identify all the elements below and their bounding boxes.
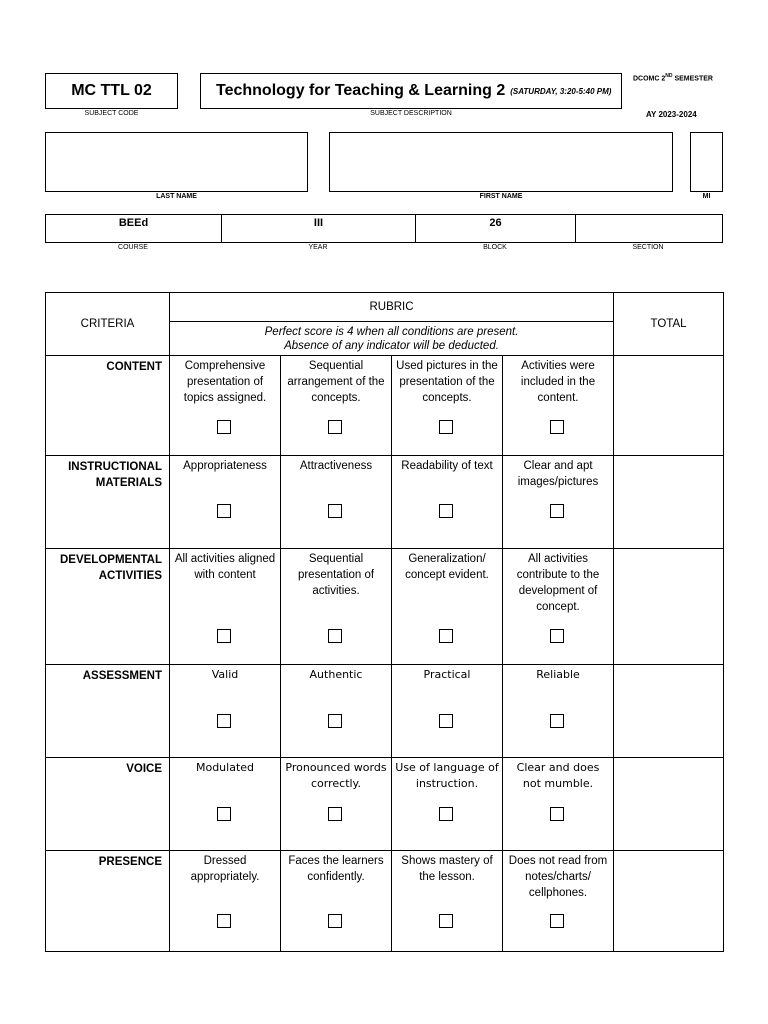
indicator-text: Reliable: [536, 668, 580, 681]
indicator-checkbox[interactable]: [217, 504, 231, 518]
indicator-text: Appropriateness: [183, 460, 267, 472]
indicator-text: Modulated: [195, 761, 255, 774]
rubric-row: [46, 356, 724, 456]
indicator-cell: [392, 758, 503, 851]
academic-year: AY 2023-2024: [646, 110, 697, 119]
rubric-row: [46, 665, 724, 758]
subject-code-label: SUBJECT CODE: [84, 110, 139, 117]
rubric-row: [46, 758, 724, 851]
indicator-cell: [170, 356, 281, 456]
indicator-cell: [503, 665, 614, 758]
scoring-note-line1: Perfect score is 4 when all conditions are present.: [264, 325, 519, 338]
middle-initial-label: MI: [702, 193, 711, 200]
indicator-cell: [392, 665, 503, 758]
course-field[interactable]: BEEd: [46, 215, 222, 242]
indicator-text: Generalization/ concept evident.: [405, 553, 489, 581]
last-name-label: LAST NAME: [156, 193, 197, 200]
indicator-checkbox[interactable]: [439, 807, 453, 821]
block-label: BLOCK: [483, 244, 507, 251]
rubric-header: RUBRIC: [170, 293, 614, 322]
indicator-checkbox[interactable]: [328, 807, 342, 821]
indicator-cell: [503, 356, 614, 456]
indicator-text: Readability of text: [401, 460, 493, 472]
indicator-cell: [281, 549, 392, 665]
middle-initial-field[interactable]: [690, 132, 723, 192]
indicator-checkbox[interactable]: [439, 504, 453, 518]
indicator-checkbox[interactable]: [328, 420, 342, 434]
indicator-text: Valid: [211, 668, 239, 681]
indicator-checkbox[interactable]: [550, 807, 564, 821]
criterion-name: VOICE: [46, 758, 170, 851]
criterion-name: CONTENT: [46, 356, 170, 456]
indicator-text: Sequential arrangement of the concepts.: [287, 360, 385, 404]
indicator-text: Comprehensive presentation of topics assigned.: [183, 360, 267, 404]
enrollment-info-row: [45, 214, 723, 243]
section-field[interactable]: [576, 215, 722, 242]
total-cell[interactable]: [614, 665, 724, 758]
total-header: TOTAL: [614, 293, 724, 356]
subject-description-label: SUBJECT DESCRIPTION: [370, 110, 452, 117]
criterion-name: ASSESSMENT: [46, 665, 170, 758]
indicator-text: Use of language of instruction.: [395, 761, 499, 790]
first-name-label: FIRST NAME: [479, 193, 523, 200]
indicator-cell: [392, 456, 503, 549]
year-label: YEAR: [308, 244, 328, 251]
indicator-text: Authentic: [309, 668, 363, 681]
indicator-checkbox[interactable]: [217, 714, 231, 728]
semester-label: DCOMC 2ND SEMESTER: [633, 73, 713, 83]
indicator-cell: [281, 851, 392, 952]
indicator-text: Practical: [423, 668, 471, 681]
criterion-name: INSTRUCTIONAL MATERIALS: [46, 456, 170, 549]
indicator-checkbox[interactable]: [550, 504, 564, 518]
indicator-checkbox[interactable]: [439, 914, 453, 928]
indicator-checkbox[interactable]: [439, 629, 453, 643]
criterion-name: PRESENCE: [46, 851, 170, 952]
indicator-cell: [170, 665, 281, 758]
indicator-checkbox[interactable]: [439, 420, 453, 434]
indicator-text: Sequential presentation of activities.: [297, 553, 375, 597]
indicator-cell: [503, 456, 614, 549]
indicator-checkbox[interactable]: [328, 504, 342, 518]
indicator-text: Activities were included in the content.: [520, 360, 596, 404]
total-cell[interactable]: [614, 356, 724, 456]
indicator-text: All activities aligned with content: [174, 553, 276, 581]
rubric-row: [46, 851, 724, 952]
indicator-text: Does not read from notes/charts/ cellphones.: [508, 855, 608, 899]
criteria-header: CRITERIA: [46, 293, 170, 356]
indicator-text: Used pictures in the presentation of the concepts.: [396, 360, 498, 404]
indicator-cell: [503, 549, 614, 665]
total-cell[interactable]: [614, 851, 724, 952]
scoring-note-line2: Absence of any indicator will be deducted.: [284, 339, 499, 352]
indicator-text: Dressed appropriately.: [190, 855, 260, 883]
indicator-text: Clear and apt images/pictures: [517, 460, 599, 488]
rubric-row: [46, 549, 724, 665]
indicator-cell: [503, 758, 614, 851]
year-field[interactable]: III: [222, 215, 416, 242]
indicator-text: Attractiveness: [299, 460, 373, 472]
total-cell[interactable]: [614, 549, 724, 665]
first-name-field[interactable]: [329, 132, 673, 192]
indicator-checkbox[interactable]: [217, 807, 231, 821]
indicator-checkbox[interactable]: [550, 714, 564, 728]
indicator-cell: [392, 851, 503, 952]
indicator-cell: [281, 356, 392, 456]
indicator-checkbox[interactable]: [439, 714, 453, 728]
indicator-cell: [281, 456, 392, 549]
indicator-checkbox[interactable]: [328, 714, 342, 728]
indicator-cell: [281, 758, 392, 851]
subject-title: Technology for Teaching & Learning 2: [216, 82, 506, 99]
indicator-checkbox[interactable]: [217, 420, 231, 434]
indicator-checkbox[interactable]: [550, 629, 564, 643]
indicator-cell: [170, 851, 281, 952]
indicator-cell: [170, 456, 281, 549]
indicator-cell: [281, 665, 392, 758]
rubric-table: [45, 292, 724, 952]
criterion-name: DEVELOPMENTAL ACTIVITIES: [46, 549, 170, 665]
total-cell[interactable]: [614, 758, 724, 851]
indicator-cell: [392, 356, 503, 456]
indicator-cell: [392, 549, 503, 665]
rubric-row: [46, 456, 724, 549]
subject-code: MC TTL 02: [45, 73, 178, 109]
block-field[interactable]: 26: [416, 215, 576, 242]
indicator-checkbox[interactable]: [217, 914, 231, 928]
indicator-cell: [503, 851, 614, 952]
scoring-note: [170, 322, 614, 356]
indicator-checkbox[interactable]: [550, 420, 564, 434]
indicator-text: All activities contribute to the development of concept.: [516, 553, 600, 613]
total-cell[interactable]: [614, 456, 724, 549]
indicator-text: Clear and does not mumble.: [516, 761, 600, 790]
indicator-text: Shows mastery of the lesson.: [401, 855, 493, 883]
indicator-checkbox[interactable]: [550, 914, 564, 928]
indicator-cell: [170, 758, 281, 851]
indicator-checkbox[interactable]: [328, 629, 342, 643]
indicator-cell: [170, 549, 281, 665]
indicator-checkbox[interactable]: [217, 629, 231, 643]
last-name-field[interactable]: [45, 132, 308, 192]
subject-schedule: (SATURDAY, 3:20-5:40 PM): [510, 86, 612, 96]
indicator-text: Pronounced words correctly.: [285, 761, 387, 790]
indicator-text: Faces the learners confidently.: [288, 855, 384, 883]
section-label: SECTION: [632, 244, 664, 251]
indicator-checkbox[interactable]: [328, 914, 342, 928]
subject-description: [200, 73, 622, 109]
course-label: COURSE: [118, 244, 148, 251]
